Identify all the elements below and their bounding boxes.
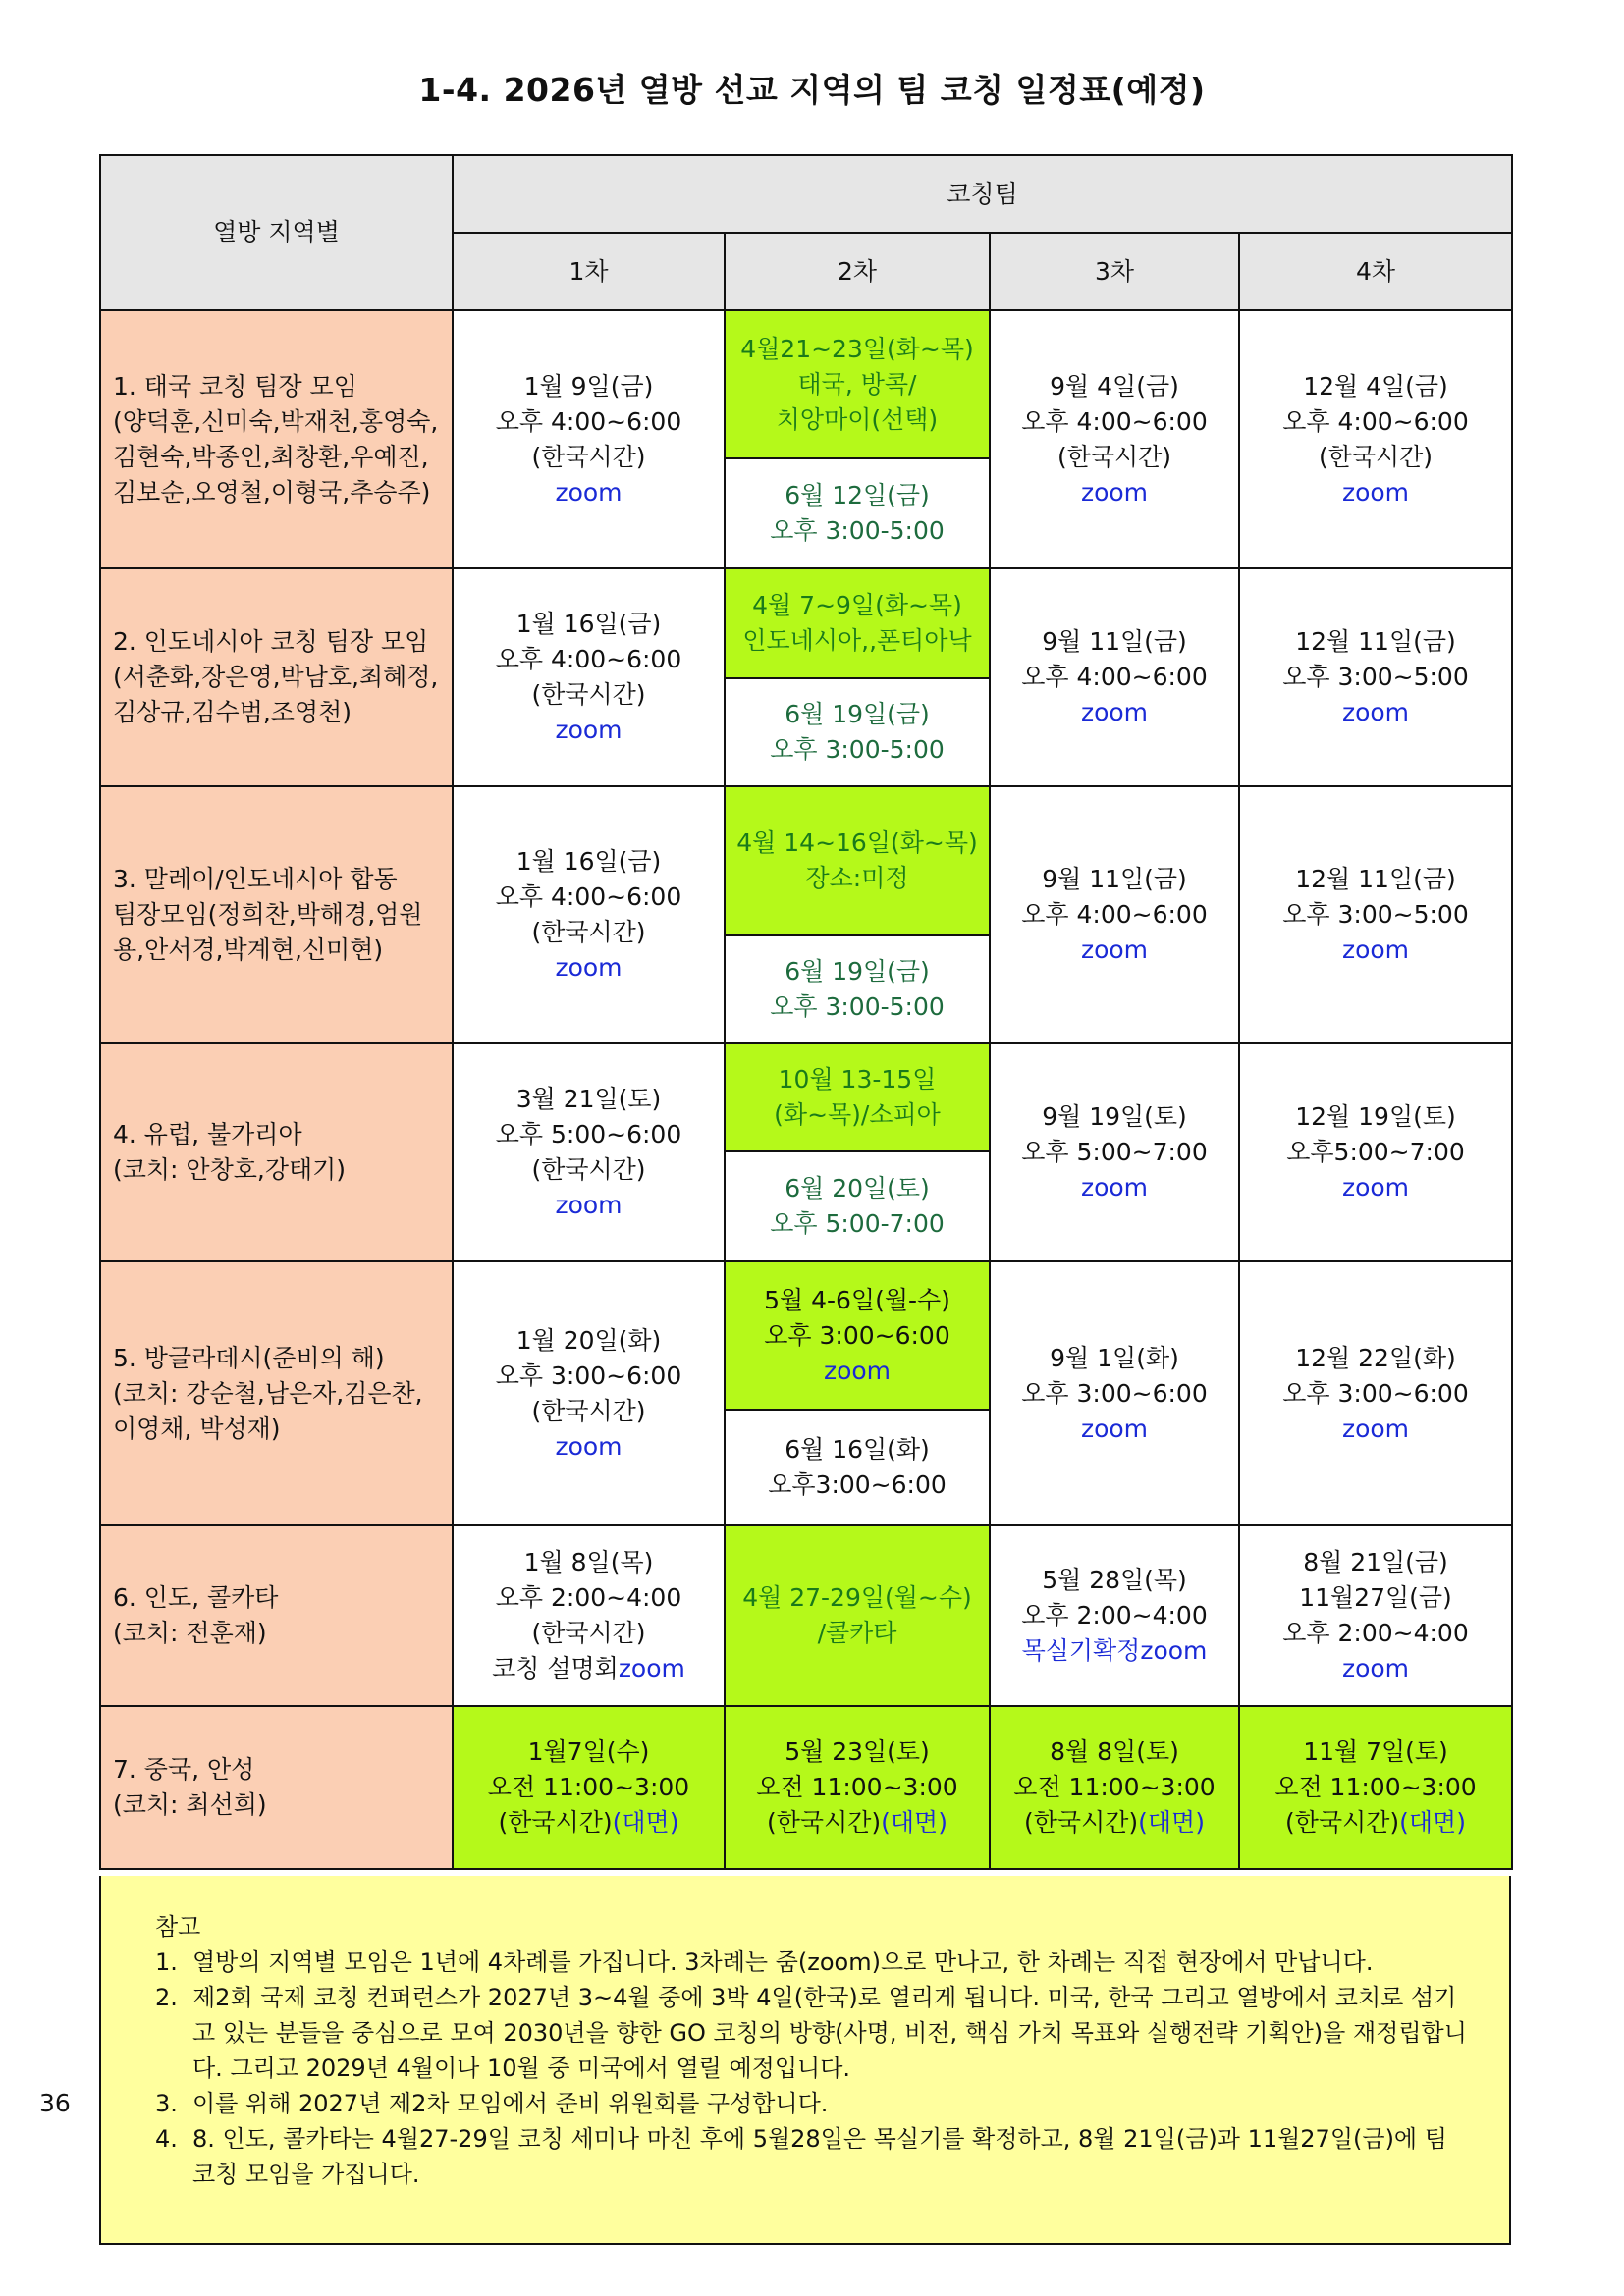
location: 인도네시아,,폰티아낙 xyxy=(742,626,972,655)
time: 오후 4:00~6:00 xyxy=(1021,663,1208,691)
schedule-cell-onsite xyxy=(725,310,990,458)
schedule-cell-onsite xyxy=(725,568,990,678)
note-text: 8. 인도, 콜카타는 4월27-29일 코칭 세미나 마친 후에 5월28일은 목실기를 확정하고, 8월 21일(금)과 11월27일(금)에 팀 코칭 모임을 가집니다. xyxy=(192,2125,1447,2188)
date: 4월21~23일(화~목) xyxy=(740,334,974,363)
region-line: 7. 중국, 안성 xyxy=(113,1755,255,1784)
time: 오후 3:00-5:00 xyxy=(770,516,945,545)
zoom-link: zoom xyxy=(1341,1173,1410,1201)
schedule-cell xyxy=(1239,1525,1512,1706)
info-session-label: 코칭 설명회 xyxy=(492,1654,619,1682)
note-item xyxy=(155,1945,1470,1980)
date: 11월27일(금) xyxy=(1299,1583,1452,1612)
zoom-link: zoom xyxy=(1341,477,1410,507)
date: 9월 1일(화) xyxy=(1050,1343,1179,1372)
date: 1월7일(수) xyxy=(527,1737,650,1766)
schedule-cell xyxy=(725,458,990,568)
date: 6월 16일(화) xyxy=(785,1435,930,1464)
region-cell xyxy=(100,1706,453,1869)
date: 12월 19일(토) xyxy=(1295,1102,1456,1131)
region-line: (코치: 강순철,남은자,김은찬, xyxy=(113,1378,423,1408)
schedule-cell xyxy=(1239,786,1512,1043)
location: 치앙마이(선택) xyxy=(776,404,939,434)
date: 5월 4-6일(월-수) xyxy=(764,1285,950,1314)
schedule-cell-onsite xyxy=(725,786,990,935)
zoom-link: zoom xyxy=(1080,698,1149,726)
schedule-cell-onsite xyxy=(453,1706,725,1869)
zoom-link: zoom xyxy=(1080,935,1149,964)
zoom-link: zoom xyxy=(555,1191,623,1219)
date: 6월 12일(금) xyxy=(785,481,930,509)
schedule-cell xyxy=(990,310,1239,568)
date: 1월 16일(금) xyxy=(515,847,662,876)
region-line: 2. 인도네시아 코칭 팀장 모임 xyxy=(113,627,429,656)
time: 오전 11:00~3:00 xyxy=(487,1773,690,1801)
region-line: (양덕훈,신미숙,박재천,홍영숙, xyxy=(113,406,439,436)
header-round: 2차 xyxy=(725,233,990,310)
schedule-cell xyxy=(725,678,990,786)
time: 오후 2:00~4:00 xyxy=(495,1583,682,1612)
schedule-cell-onsite xyxy=(725,1525,990,1706)
schedule-table xyxy=(99,154,1513,1870)
time: 오후 3:00~6:00 xyxy=(495,1361,682,1390)
time: 오후 2:00~4:00 xyxy=(1021,1601,1208,1629)
region-cell xyxy=(100,1043,453,1261)
region-line: (코치: 전훈재) xyxy=(113,1619,267,1647)
note-number: 2. xyxy=(155,1984,178,2011)
note-text: 제2회 국제 코칭 컨퍼런스가 2027년 3~4월 중에 3박 4일(한국)로 열리게 됩니다. 미국, 한국 그리고 열방에서 코치로 섬기고 있는 분들을 중심으로 모여 2030년을 향한 GO 코칭의 방향(사명, 비전, 핵심 가치 목표와 실행전략 기획안)을 재정립합니다. 그리고 2029년 4월이나 10월 중 미국에서 열릴 예정입니다. xyxy=(192,1984,1467,2082)
time: 오후 4:00~6:00 xyxy=(495,645,682,673)
time: 오후 3:00~5:00 xyxy=(1282,900,1469,929)
date: 4월 27-29일(월~수) xyxy=(742,1583,972,1612)
schedule-cell xyxy=(990,568,1239,786)
timezone: (한국시간) xyxy=(531,442,646,471)
timezone: (한국시간) xyxy=(531,1396,646,1425)
header-round: 4차 xyxy=(1239,233,1512,310)
location: 장소:미정 xyxy=(805,864,909,892)
timezone: (한국시간) xyxy=(1024,1808,1139,1837)
location: /콜카타 xyxy=(817,1619,897,1647)
time: 오전 11:00~3:00 xyxy=(1013,1773,1216,1801)
timezone: (한국시간) xyxy=(498,1808,613,1837)
zoom-link: zoom xyxy=(1341,1654,1410,1682)
note-item xyxy=(155,1980,1470,2086)
schedule-cell xyxy=(1239,310,1512,568)
time: 오후 3:00~6:00 xyxy=(764,1320,950,1350)
time: 오후 2:00~4:00 xyxy=(1282,1619,1469,1647)
region-line: (코치: 안창호,강태기) xyxy=(113,1155,347,1184)
zoom-link: zoom xyxy=(555,953,623,982)
date: 1월 20일(화) xyxy=(515,1325,662,1355)
note-text: 열방의 지역별 모임은 1년에 4차례를 가집니다. 3차례는 줌(zoom)으로 만나고, 한 차례는 직접 현장에서 만납니다. xyxy=(192,1949,1374,1976)
timezone-line xyxy=(454,1805,724,1841)
zoom-link: zoom xyxy=(555,477,623,507)
date: 9월 11일(금) xyxy=(1042,865,1187,893)
notes-box xyxy=(99,1876,1511,2245)
timezone: (한국시간) xyxy=(767,1808,882,1837)
timezone-line xyxy=(991,1805,1238,1841)
date: 12월 11일(금) xyxy=(1295,627,1456,656)
region-cell xyxy=(100,1525,453,1706)
date: 1월 16일(금) xyxy=(515,610,662,638)
time: 오후 4:00~6:00 xyxy=(1021,406,1208,436)
date: 8월 8일(토) xyxy=(1050,1737,1179,1766)
schedule-cell xyxy=(725,1151,990,1261)
region-cell xyxy=(100,1261,453,1525)
schedule-cell xyxy=(453,310,725,568)
zoom-link: zoom xyxy=(823,1356,892,1385)
schedule-cell xyxy=(990,1043,1239,1261)
schedule-cell xyxy=(453,1261,725,1525)
date: 5월 28일(목) xyxy=(1042,1566,1187,1594)
schedule-cell xyxy=(1239,1261,1512,1525)
schedule-cell xyxy=(453,568,725,786)
zoom-link: zoom xyxy=(1080,477,1149,507)
schedule-cell xyxy=(453,1525,725,1706)
date: 8월 21일(금) xyxy=(1303,1548,1448,1576)
zoom-link: zoom xyxy=(618,1654,685,1682)
timezone: (한국시간) xyxy=(531,680,646,709)
time: 오후 4:00~6:00 xyxy=(1282,406,1469,436)
region-cell xyxy=(100,568,453,786)
in-person-tag: (대면) xyxy=(1399,1808,1466,1837)
schedule-cell xyxy=(990,1261,1239,1525)
zoom-link: zoom xyxy=(1341,935,1410,964)
schedule-cell-onsite xyxy=(725,1261,990,1410)
schedule-cell xyxy=(1239,568,1512,786)
date: 12월 22일(화) xyxy=(1295,1343,1456,1372)
region-line: 이영채, 박성재) xyxy=(113,1414,281,1443)
timezone: (한국시간) xyxy=(531,918,646,946)
time: 오후 4:00~6:00 xyxy=(1021,900,1208,929)
location: 태국, 방콕/ xyxy=(797,369,917,399)
date: 6월 19일(금) xyxy=(785,700,930,728)
header-round: 1차 xyxy=(453,233,725,310)
header-region: 열방 지역별 xyxy=(100,155,453,310)
region-line: 4. 유럽, 불가리아 xyxy=(113,1120,302,1148)
region-line: (코치: 최선희) xyxy=(113,1790,267,1819)
date: 4월 7~9일(화~목) xyxy=(752,591,962,619)
timezone: (한국시간) xyxy=(531,1619,646,1647)
time: 오후 4:00~6:00 xyxy=(495,882,682,911)
region-line: 김보순,오영철,이형국,추승주) xyxy=(113,477,431,507)
region-line: 팀장모임(정희찬,박해경,엄원 xyxy=(113,900,423,929)
time: 오후 3:00~5:00 xyxy=(1282,663,1469,691)
schedule-cell-onsite xyxy=(725,1706,990,1869)
note-text: 이를 위해 2027년 제2차 모임에서 준비 위원회를 구성합니다. xyxy=(192,2090,829,2117)
time: 오후 3:00-5:00 xyxy=(770,735,945,764)
schedule-cell-onsite xyxy=(990,1706,1239,1869)
timezone: (한국시간) xyxy=(1056,442,1172,471)
time: 오후 5:00~7:00 xyxy=(1021,1138,1208,1166)
time: 오후 3:00~6:00 xyxy=(1021,1378,1208,1408)
note-item xyxy=(155,2086,1470,2121)
note-number: 4. xyxy=(155,2125,178,2153)
time: 오후 5:00~6:00 xyxy=(495,1120,682,1148)
schedule-cell-onsite xyxy=(1239,1706,1512,1869)
note-number: 1. xyxy=(155,1949,178,1976)
timezone: (한국시간) xyxy=(531,1155,646,1184)
time: 오전 11:00~3:00 xyxy=(1274,1773,1477,1801)
zoom-link: 목실기확정zoom xyxy=(1021,1636,1208,1665)
schedule-cell-onsite xyxy=(725,1043,990,1151)
time: 오후3:00~6:00 xyxy=(768,1470,947,1499)
date: 1월 8일(목) xyxy=(523,1548,654,1576)
header-round: 3차 xyxy=(990,233,1239,310)
schedule-cell xyxy=(990,786,1239,1043)
region-cell xyxy=(100,786,453,1043)
time: 오후 5:00-7:00 xyxy=(770,1209,945,1238)
info-session xyxy=(454,1651,724,1686)
date: 5월 23일(토) xyxy=(785,1737,930,1766)
header-coaching-team: 코칭팀 xyxy=(453,155,1512,233)
timezone-line xyxy=(1240,1805,1511,1841)
date: 9월 4일(금) xyxy=(1050,371,1179,400)
in-person-tag: (대면) xyxy=(881,1808,947,1837)
date: 10월 13-15일 xyxy=(778,1065,937,1094)
zoom-link: zoom xyxy=(555,1431,623,1461)
schedule-cell xyxy=(725,1410,990,1525)
zoom-link: zoom xyxy=(1080,1173,1149,1201)
date: 6월 19일(금) xyxy=(785,957,930,986)
date: 3월 21일(토) xyxy=(515,1085,662,1113)
note-item xyxy=(155,2121,1470,2192)
timezone: (한국시간) xyxy=(1285,1808,1400,1837)
location: (화~목)/소피아 xyxy=(774,1100,941,1129)
region-line: 6. 인도, 콜카타 xyxy=(113,1583,279,1612)
schedule-cell xyxy=(453,1043,725,1261)
region-line: 5. 방글라데시(준비의 해) xyxy=(113,1343,385,1372)
time: 오후5:00~7:00 xyxy=(1286,1138,1465,1166)
page-title: 1-4. 2026년 열방 선교 지역의 팀 코칭 일정표(예정) xyxy=(418,71,1206,109)
region-line: 김현숙,박종인,최창환,우예진, xyxy=(113,442,429,471)
date: 6월 20일(토) xyxy=(785,1174,930,1202)
region-cell xyxy=(100,310,453,568)
notes-heading: 참고 xyxy=(155,1913,201,1941)
date: 12월 11일(금) xyxy=(1295,865,1456,893)
region-line: 김상규,김수범,조영천) xyxy=(113,698,352,726)
zoom-link: zoom xyxy=(555,716,623,744)
timezone: (한국시간) xyxy=(1318,442,1434,471)
schedule-cell xyxy=(990,1525,1239,1706)
time: 오후 3:00-5:00 xyxy=(770,992,945,1021)
region-line: 3. 말레이/인도네시아 합동 xyxy=(113,865,398,893)
in-person-tag: (대면) xyxy=(612,1808,679,1837)
date: 1월 9일(금) xyxy=(523,371,654,400)
date: 9월 11일(금) xyxy=(1042,627,1187,656)
region-line: 1. 태국 코칭 팀장 모임 xyxy=(113,371,357,400)
region-line: 용,안서경,박계현,신미현) xyxy=(113,935,384,964)
zoom-link: zoom xyxy=(1341,1414,1410,1443)
zoom-link: zoom xyxy=(1080,1414,1149,1443)
region-line: (서춘화,장은영,박남호,최혜정, xyxy=(113,663,439,691)
note-number: 3. xyxy=(155,2090,178,2117)
time: 오후 4:00~6:00 xyxy=(495,406,682,436)
schedule-cell xyxy=(725,935,990,1043)
date: 12월 4일(금) xyxy=(1303,371,1448,400)
in-person-tag: (대면) xyxy=(1138,1808,1205,1837)
date: 9월 19일(토) xyxy=(1042,1102,1187,1131)
timezone-line xyxy=(726,1805,989,1841)
schedule-cell xyxy=(453,786,725,1043)
schedule-cell xyxy=(1239,1043,1512,1261)
date: 11월 7일(토) xyxy=(1303,1737,1448,1766)
zoom-link: zoom xyxy=(1341,698,1410,726)
time: 오전 11:00~3:00 xyxy=(756,1773,958,1801)
page-number: 36 xyxy=(39,2089,71,2117)
date: 4월 14~16일(화~목) xyxy=(736,828,978,857)
time: 오후 3:00~6:00 xyxy=(1282,1378,1469,1408)
